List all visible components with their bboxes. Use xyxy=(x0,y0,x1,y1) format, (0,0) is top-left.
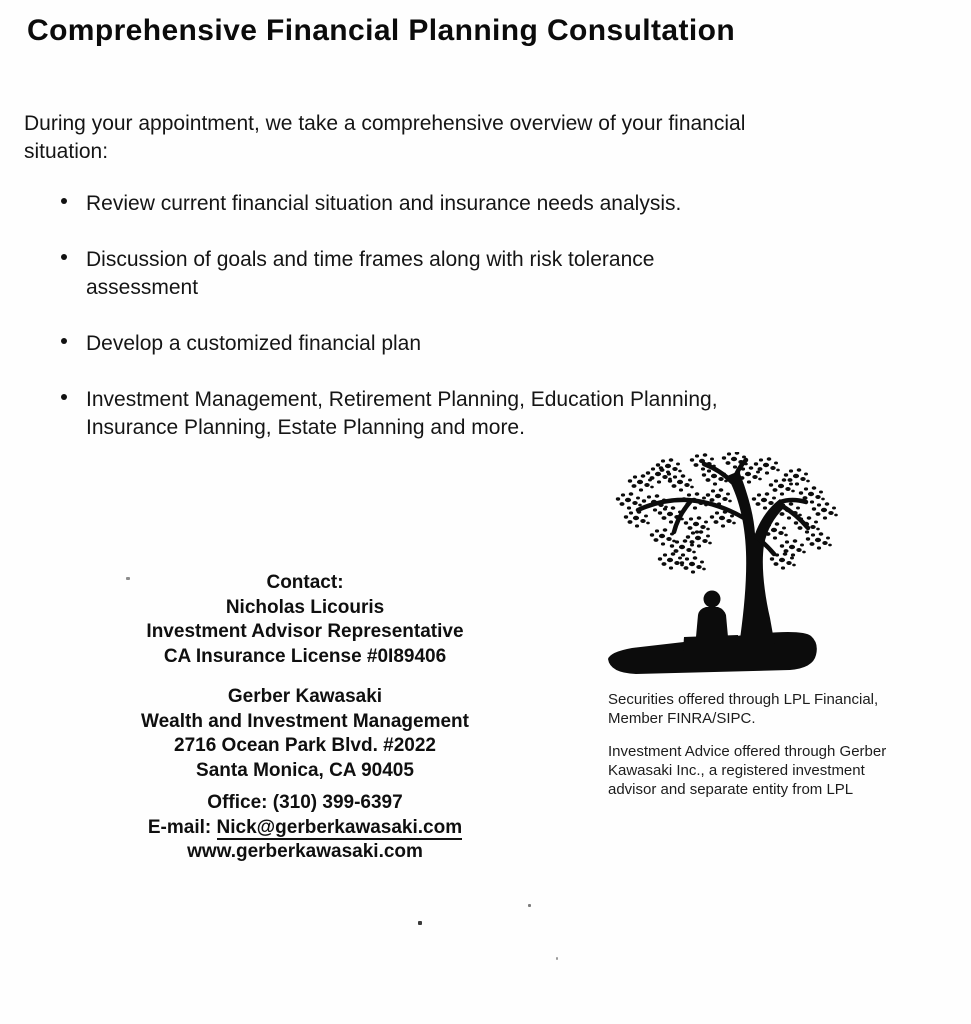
intro-paragraph xyxy=(24,110,745,166)
insurance-license: CA Insurance License #0I89406 xyxy=(163,645,447,667)
contact-heading: Contact: xyxy=(266,572,344,593)
disclaimer-line: Kawasaki Inc., a registered investment xyxy=(608,762,865,779)
company-tagline: Wealth and Investment Management xyxy=(141,710,469,732)
advisor-role: Investment Advisor Representative xyxy=(146,621,464,642)
disclaimer-line: advisor and separate entity from LPL xyxy=(608,781,854,798)
disclaimer-line: Member FINRA/SIPC. xyxy=(608,710,756,727)
company-group xyxy=(95,685,515,783)
bullet-text xyxy=(86,386,718,442)
bullet-icon xyxy=(61,338,67,344)
scan-speck xyxy=(126,577,130,580)
bullet-list xyxy=(61,190,718,470)
disclaimer-securities xyxy=(608,690,886,728)
bullet-icon xyxy=(61,394,67,400)
list-item xyxy=(61,246,718,302)
disclaimer-advice xyxy=(608,742,886,799)
advisor-name: Nicholas Licouris xyxy=(225,596,385,618)
tree-person-silhouette-svg xyxy=(606,452,838,678)
address-line-2: Santa Monica, CA 90405 xyxy=(196,759,414,781)
contact-block xyxy=(95,571,515,865)
page-title: Comprehensive Financial Planning Consultation xyxy=(27,14,736,47)
bullet-text xyxy=(86,330,421,358)
bullet-icon xyxy=(61,254,67,260)
bullet-text xyxy=(86,246,654,302)
disclaimer-line: Securities offered through LPL Financial, xyxy=(608,691,879,708)
intro-line: During your appointment, we take a comprehensive overview of your financial xyxy=(24,112,746,135)
list-item xyxy=(61,386,718,442)
disclaimer-block xyxy=(608,690,886,799)
email-label: E-mail: xyxy=(147,816,212,838)
bullet-text-line: assessment xyxy=(86,276,199,299)
scan-speck xyxy=(528,904,531,907)
company-name: Gerber Kawasaki xyxy=(227,686,383,707)
tree-person-illustration xyxy=(606,452,838,678)
office-phone: (310) 399-6397 xyxy=(272,792,403,813)
list-item xyxy=(61,330,718,358)
disclaimer-line: Investment Advice offered through Gerber xyxy=(608,743,887,760)
bullet-text-line: Insurance Planning, Estate Planning and more. xyxy=(86,416,525,439)
reach-group xyxy=(95,791,515,865)
email-line xyxy=(95,816,515,841)
bullet-icon xyxy=(61,198,67,204)
bullet-text-line: Investment Management, Retirement Planning, Education Planning, xyxy=(86,388,718,411)
bullet-text-line: Review current financial situation and insurance needs analysis. xyxy=(86,192,682,215)
website-text: www.gerberkawasaki.com xyxy=(187,841,423,862)
office-label: Office: xyxy=(207,792,268,813)
list-item xyxy=(61,190,718,218)
scan-speck xyxy=(418,921,422,925)
scan-speck xyxy=(556,957,558,960)
address-line-1: 2716 Ocean Park Blvd. #2022 xyxy=(174,735,436,756)
office-phone-line xyxy=(95,791,515,816)
contact-person-group xyxy=(95,571,515,669)
bullet-text xyxy=(86,190,681,218)
intro-line: situation: xyxy=(24,140,109,163)
bullet-text-line: Develop a customized financial plan xyxy=(86,332,422,355)
email-link[interactable]: Nick@gerberkawasaki.com xyxy=(216,816,463,838)
bullet-text-line: Discussion of goals and time frames along with risk tolerance xyxy=(86,248,655,271)
